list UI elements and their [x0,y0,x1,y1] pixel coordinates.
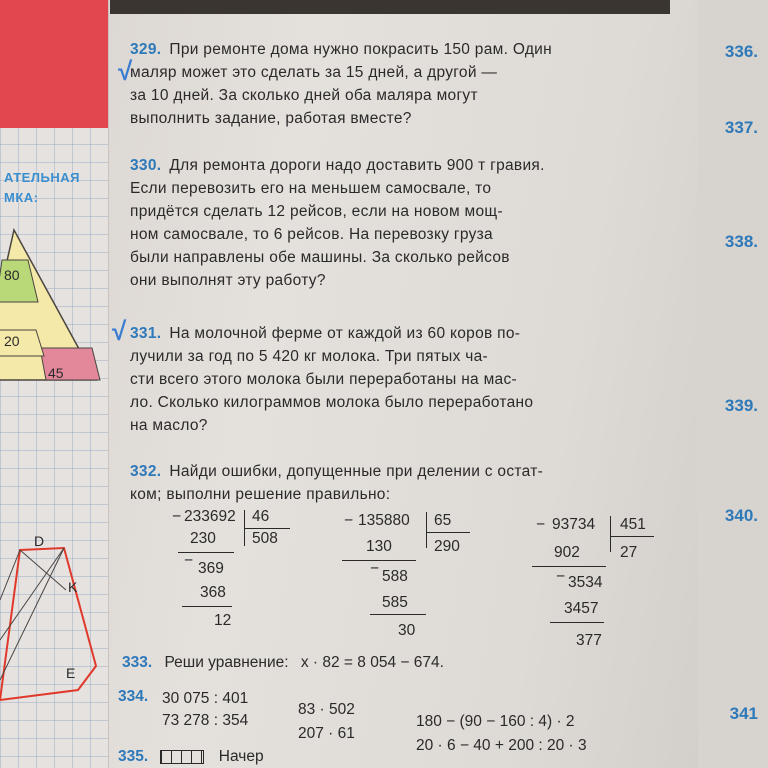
divisor: 451 [620,516,646,533]
triangle-diagram [0,220,108,681]
problem-line: были направлены обе машины. За сколько рейсов [130,249,510,266]
quotient: 508 [252,530,278,547]
quotient: 27 [620,544,638,561]
right-num-337: 337. [724,118,758,137]
triangle-num-45: 45 [48,365,64,381]
dividend: 135880 [358,512,410,529]
checkmark-icon: √ [112,316,127,346]
left-title-line2: МКА: [4,190,39,205]
problem-335 [118,748,264,766]
quotient: 290 [434,538,460,555]
pink-header-block [0,0,108,128]
division-step: 902 [554,544,580,561]
right-num-338: 338. [724,232,758,251]
division-remainder: 377 [576,632,602,649]
problem-line: они выполнят эту работу? [130,272,326,289]
problem-line: придётся сделать 12 рейсов, если на новом мощ- [130,203,503,220]
checkmark-icon: √ [118,56,133,86]
letter-D: D [34,533,45,549]
triangle-num-20: 20 [4,333,20,349]
divisor: 65 [434,512,452,529]
problem-number: 330. [130,157,162,174]
problem-line: маляр может это сделать за 15 дней, а другой — [130,64,498,81]
problem-334-col3 [416,710,587,758]
letter-E: E [66,665,76,681]
dividend: 93734 [552,516,596,533]
problem-line: ном самосвале, то 6 рейсов. На перевозку груза [130,226,493,243]
right-num-340: 340. [724,506,758,525]
letter-K: K [68,579,78,595]
triangle-num-80: 80 [4,267,20,283]
division-step: 369 [198,560,224,577]
problem-329 [130,38,552,130]
problem-line: Если перевозить его на меньшем самосвале, то [130,180,492,197]
page-top-shadow [110,0,670,14]
problem-number: 335. [118,748,149,765]
equation: x · 82 = 8 054 − 674. [300,654,444,671]
problem-331 [130,322,533,437]
problem-number: 331. [130,325,162,342]
divisor: 46 [252,508,270,525]
problem-line: сти всего этого молока были переработаны на мас- [130,371,517,388]
division-step: 3457 [564,600,599,617]
expression: 30 075 : 401 [162,690,249,707]
right-num-336: 336. [724,42,758,61]
problem-line: выполнить задание, работая вместе? [130,110,412,127]
problem-line: лучили за год по 5 420 кг молока. Три пятых ча- [130,348,489,365]
division-remainder: 30 [398,622,416,639]
grid-box-icon [160,750,204,764]
problem-334-col2 [298,698,355,746]
left-title-line1: АТЕЛЬНАЯ [4,170,80,185]
division-step: 588 [382,568,408,585]
left-panel-title [4,168,104,208]
division-step: 230 [190,530,216,547]
expression: 207 · 61 [298,725,355,742]
problem-number: 333. [122,654,153,671]
problem-line: ком; выполни решение правильно: [130,486,391,503]
problem-line: На молочной ферме от каждой из 60 коров по- [169,325,521,342]
right-num-339: 339. [724,396,758,415]
problem-line: Найди ошибки, допущенные при делении с остат- [169,463,544,480]
problem-line: за 10 дней. За сколько дней оба маляра могут [130,87,478,104]
problem-number: 329. [130,41,162,58]
right-margin-panel [698,0,768,768]
division-step: 3534 [568,574,603,591]
problem-number: 332. [130,463,162,480]
problem-line: Для ремонта дороги надо доставить 900 т гравия. [169,157,545,174]
division-remainder: 12 [214,612,232,629]
problem-line: на масло? [130,417,208,434]
problem-332 [130,460,543,506]
problem-text: Реши уравнение: [164,654,289,671]
problem-334-col1 [162,688,248,732]
division-step: 585 [382,594,408,611]
expression: 73 278 : 354 [162,712,249,729]
right-num-341: 341 [729,704,758,723]
problem-334-number: 334. [118,688,149,705]
division-step: 368 [200,584,226,601]
expression: 83 · 502 [298,701,355,718]
dividend: 233692 [184,508,236,525]
expression: 180 − (90 − 160 : 4) · 2 [416,713,575,730]
expression: 20 · 6 − 40 + 200 : 20 · 3 [416,737,587,754]
problem-text: Начер [218,748,264,765]
problem-330 [130,154,545,292]
problem-line: При ремонте дома нужно покрасить 150 рам. Один [169,41,552,58]
problem-333 [122,654,444,672]
problem-line: ло. Сколько килограммов молока было переработано [130,394,534,411]
left-margin-panel [0,0,109,768]
textbook-page: АТЕЛЬНАЯ МКА: 80 20 45 D K E 336. 337. 338. 339. 340. 341 √ √ 329. При ремонте дома нужно покрасить 150 рам. Один маляр может это сделать за 15 дней, а другой — за 10 дней. За сколько дней оба маляра могут выполнить задание, работая вместе? 330. Для ремонта дороги надо доставить 900 т гравия. Если перевозить его на меньшем самосвале, то придётся сделать 12 рейсов, если на новом мощ- ном самосвале, то 6 рейсов. На перевозку груза были направлены обе машины. За сколько рейсов они выполнят эту работу? 331. На молочной ферме от каждой из 60 коров по- лучили за год по 5 420 кг молока. Три пятых ча- сти всего этого молока были переработаны на мас- ло. Сколько килограммов молока было переработано на масло? 332. Найди ошибки, допущенные при делении с остат- ком; выполни решение правильно: − 233692 46 508 230 − 369 368 12 − 135880 65 290 130 − 588 585 30 − 93734 451 27 902 − 3534 3457 377 333. Реши уравнение: x · 82 = 8 054 − 674. 334. 30 075 : 401 73 278 : 354 83 · 502 207 · 61 180 − (90 − 160 : 4) · 2 20 · 6 − 40 + 200 : 20 · 3 335. Начер [0,0,768,768]
division-step: 130 [366,538,392,555]
